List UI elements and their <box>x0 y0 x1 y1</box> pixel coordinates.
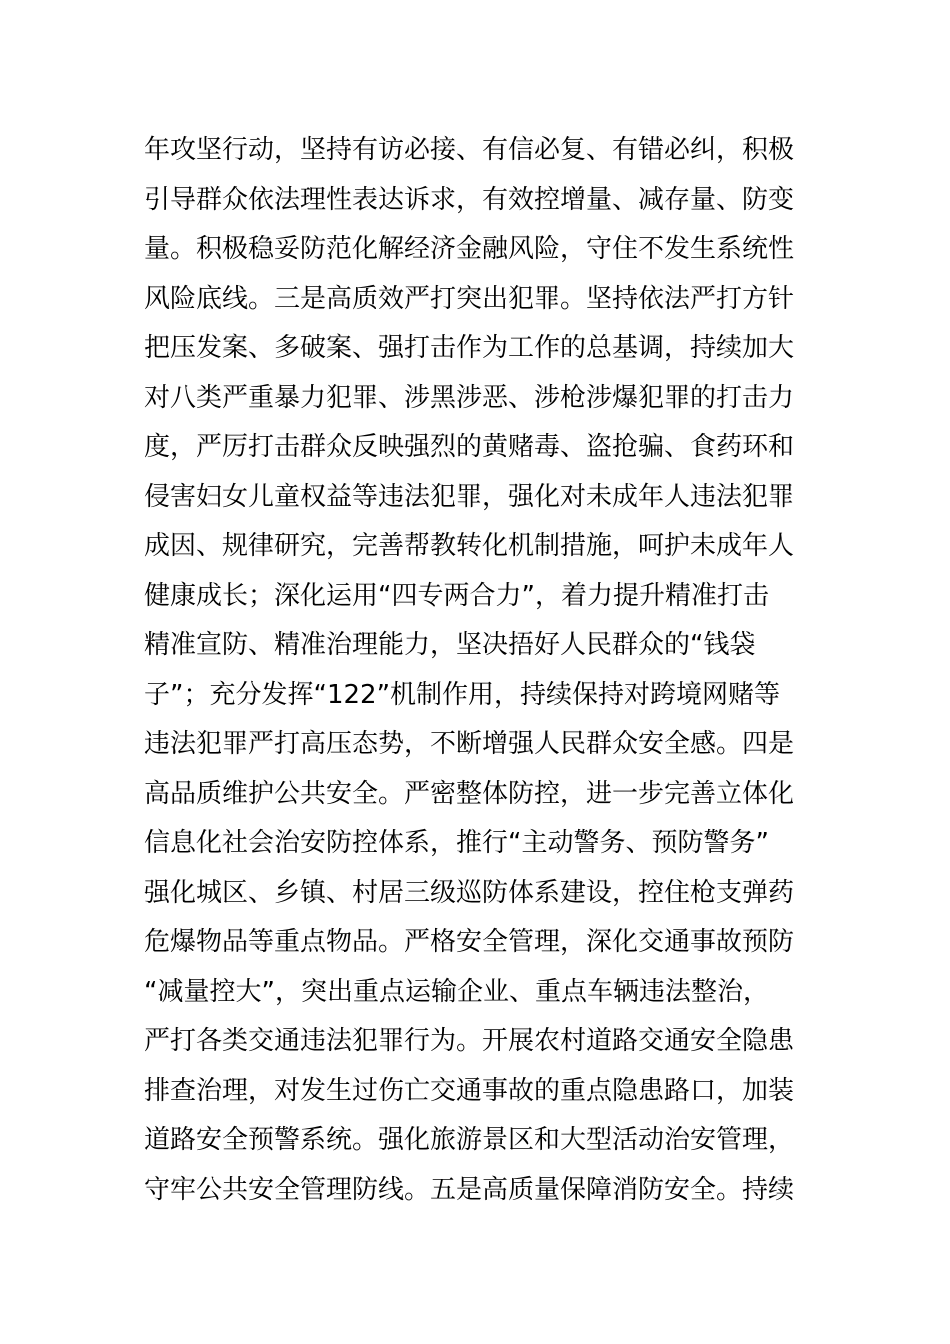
text-line: 强化城区、乡镇、村居三级巡防体系建设，控住枪支弹药 <box>144 877 795 908</box>
text-line: 度，严厉打击群众反映强烈的黄赌毒、盗抢骗、食药环和 <box>144 432 795 462</box>
text-line: 严打各类交通违法犯罪行为。开展农村道路交通安全隐患 <box>144 1026 795 1056</box>
text-line: 违法犯罪严打高压态势，不断增强人民群众安全感。四是 <box>144 729 795 759</box>
body-paragraph <box>144 126 824 1215</box>
text-line: 危爆物品等重点物品。严格安全管理，深化交通事故预防 <box>144 927 795 957</box>
text-line: 把压发案、多破案、强打击作为工作的总基调，持续加大 <box>144 333 795 363</box>
text-line: 守牢公共安全管理防线。五是高质量保障消防安全。持续 <box>144 1174 795 1205</box>
text-line: 对八类严重暴力犯罪、涉黑涉恶、涉枪涉爆犯罪的打击力 <box>144 382 795 413</box>
text-line: 道路安全预警系统。强化旅游景区和大型活动治安管理， <box>144 1125 795 1155</box>
text-line: 年攻坚行动，坚持有访必接、有信必复、有错必纠，积极 <box>144 135 795 165</box>
text-line: 排查治理，对发生过伤亡交通事故的重点隐患路口，加装 <box>144 1075 795 1106</box>
text-line: “减量控大”，突出重点运输企业、重点车辆违法整治， <box>144 976 769 1007</box>
text-line: 成因、规律研究，完善帮教转化机制措施，呵护未成年人 <box>144 531 795 561</box>
text-line: 信息化社会治安防控体系，推行“主动警务、预防警务” <box>144 828 769 858</box>
text-line: 风险底线。三是高质效严打突出犯罪。坚持依法严打方针 <box>144 283 795 314</box>
text-line: 引导群众依法理性表达诉求，有效控增量、减存量、防变 <box>144 184 795 215</box>
text-line: 高品质维护公共安全。严密整体防控，进一步完善立体化 <box>144 778 795 809</box>
text-line: 子”；充分发挥“122”机制作用，持续保持对跨境网赌等 <box>144 679 781 710</box>
text-line: 侵害妇女儿童权益等违法犯罪，强化对未成年人违法犯罪 <box>144 481 795 512</box>
text-line: 量。积极稳妥防范化解经济金融风险，守住不发生系统性 <box>144 234 795 264</box>
text-line: 精准宣防、精准治理能力，坚决捂好人民群众的“钱袋 <box>144 630 756 660</box>
text-line: 健康成长；深化运用“四专两合力”，着力提升精准打击 <box>144 580 769 611</box>
